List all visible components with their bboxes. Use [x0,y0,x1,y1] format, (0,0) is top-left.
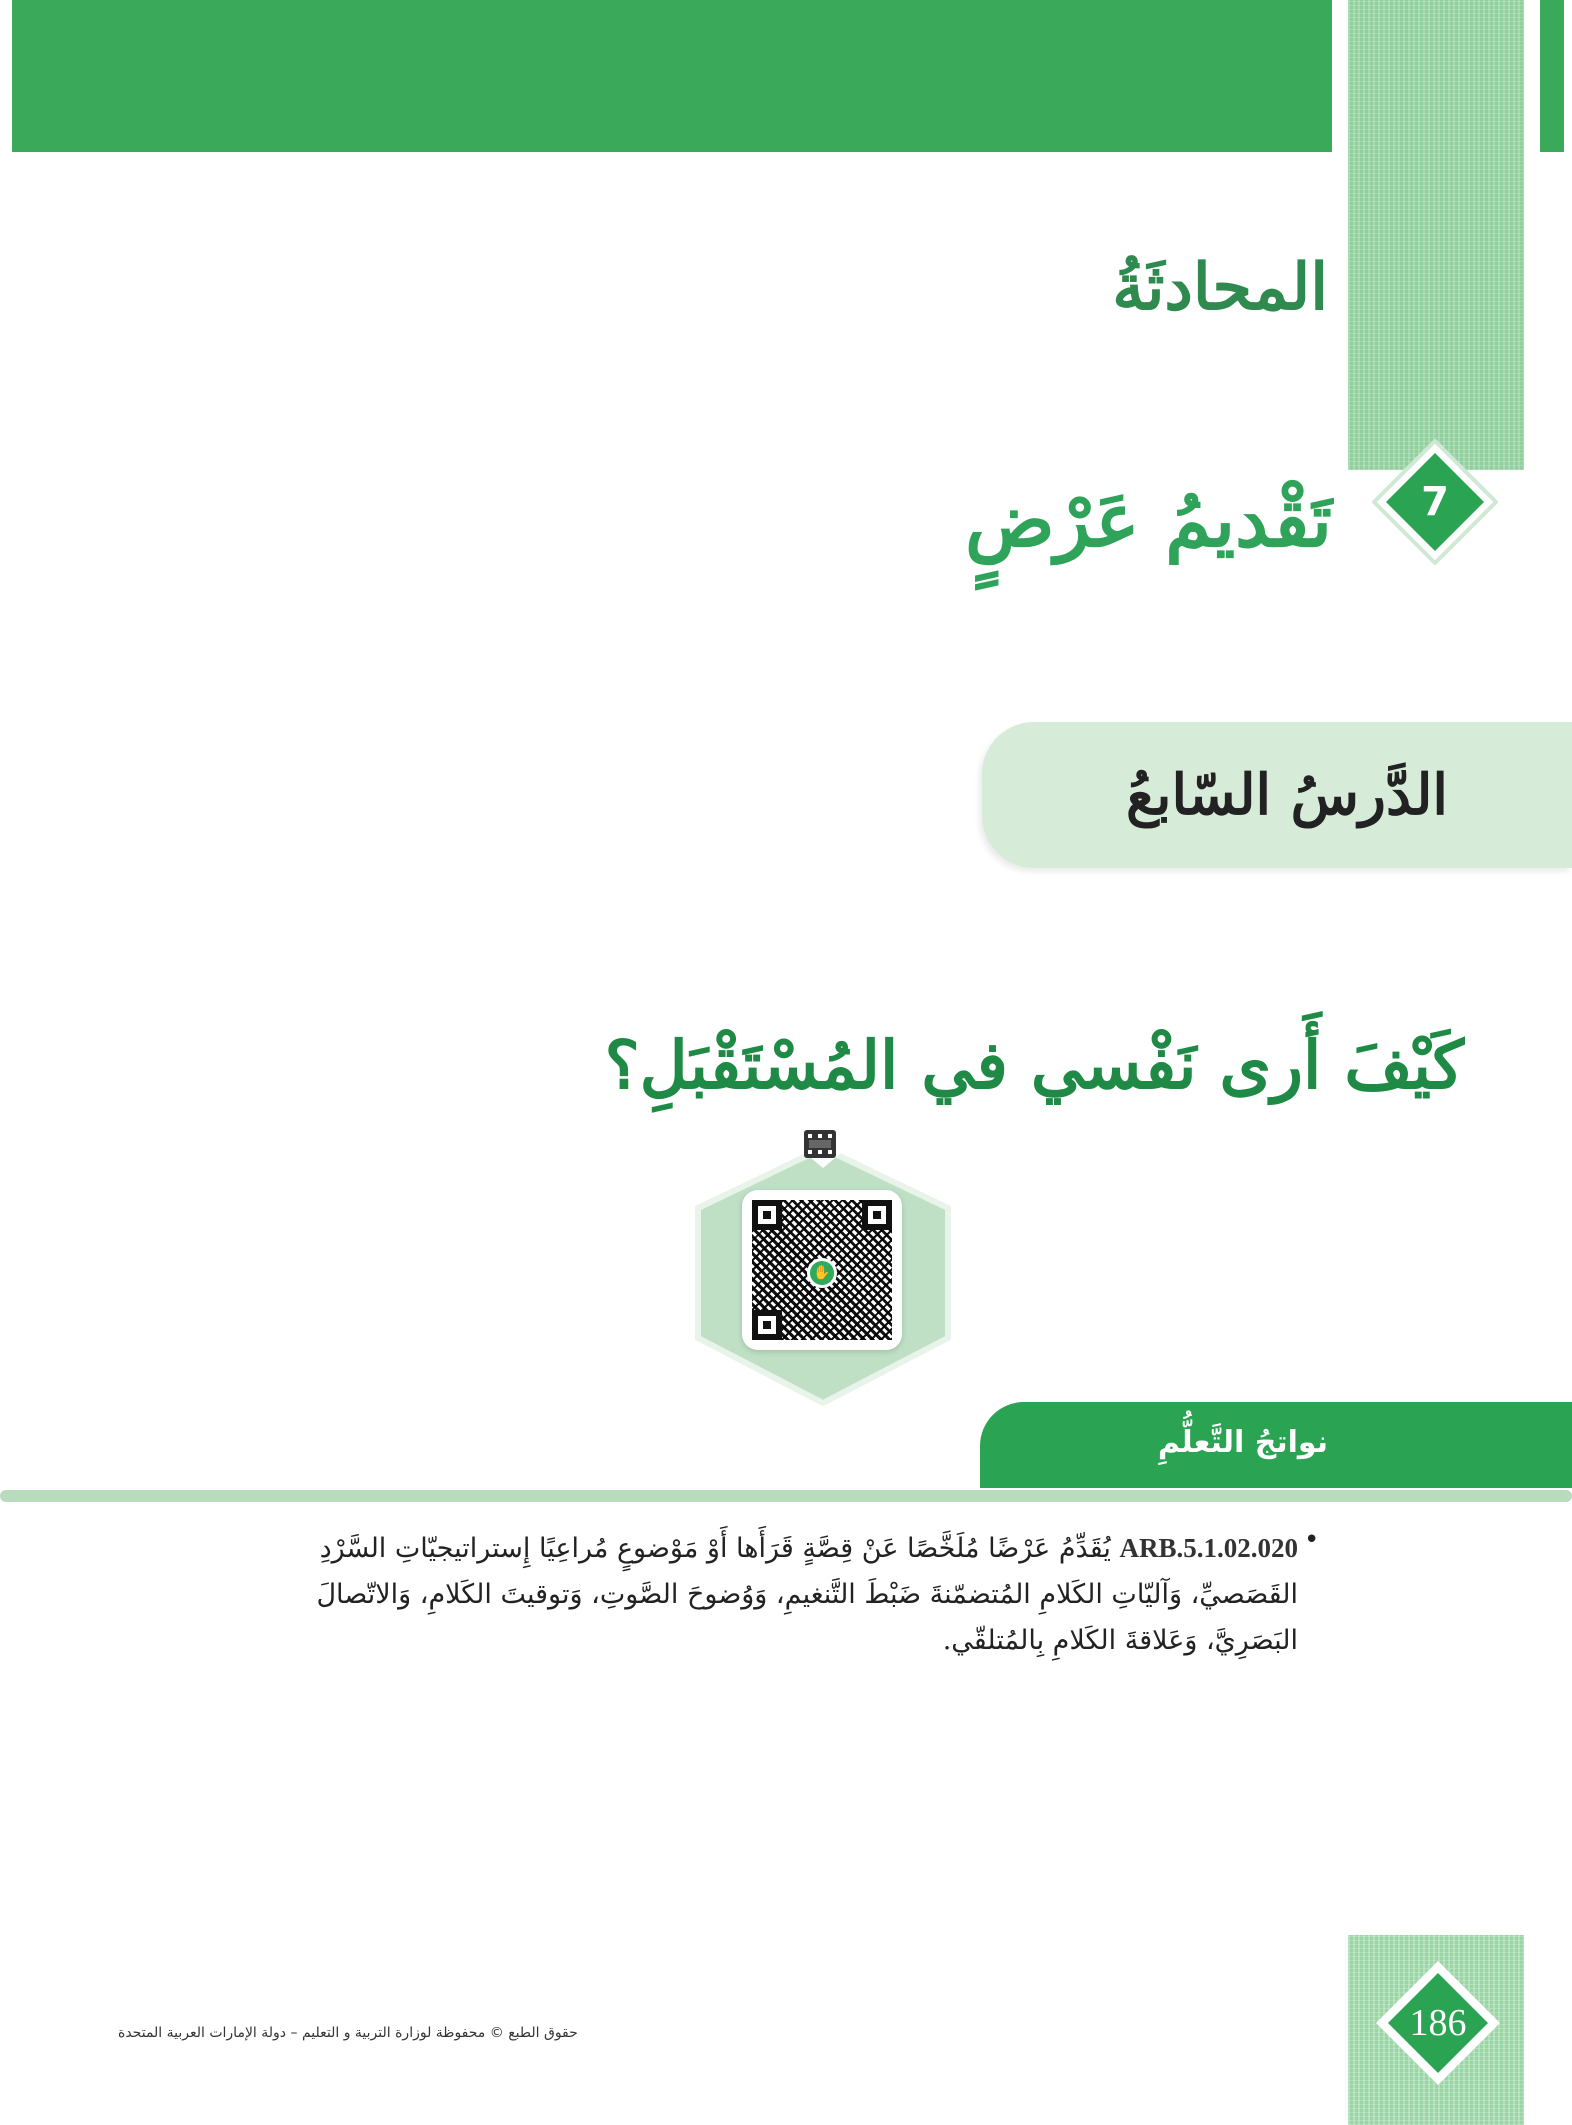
qr-finder-bottom-left [752,1310,782,1340]
page-number: 186 [1409,2002,1467,2044]
section-title: المحادثَةُ [1112,250,1328,325]
top-banner-edge [1540,0,1564,152]
divider [0,1490,1572,1502]
film-icon[interactable] [800,1126,840,1162]
qr-finder-top-right [862,1200,892,1230]
copyright-notice: حقوق الطبع © محفوظة لوزارة التربية و التعليم – دولة الإمارات العربية المتحدة [118,2025,578,2041]
lesson-question: كَيْفَ أَرى نَفْسي في المُسْتَقْبَلِ؟ [604,1026,1464,1104]
lesson-title: تَقْديمُ عَرْضٍ [965,478,1332,564]
qr-logo-icon: ✋ [807,1258,837,1288]
top-banner [12,0,1332,152]
outcomes-title: نواتجُ التَّعلُّمِ [1157,1425,1328,1460]
lesson-label: الدَّرسُ السّابعُ [1126,762,1448,828]
side-texture-strip [1348,0,1524,470]
outcome-item [288,1525,1298,1664]
bullet-icon: • [1304,1525,1320,1555]
qr-finder-top-left [752,1200,782,1230]
outcome-description: يُقَدِّمُ عَرْضًا مُلَخَّصًا عَنْ قِصَّةٍ قَرَأَها أَوْ مَوْضوعٍ مُراعِيًا إِستراتيجيّاتِ السَّرْدِ القَصَصيِّ، وَآليّاتِ الكَلامِ المُتضمّنةَ ضَبْطَ التَّنغيمِ، وَوُضوحَ الصَّوتِ، وَتوقيتَ الكَلامِ، وَالاتّصالَ البَصَرِيَّ، وَعَلاقةَ الكَلامِ بِالمُتلقّي. [316,1533,1298,1656]
lesson-number: 7 [1421,479,1449,525]
outcome-code: ARB.5.1.02.020 [1119,1533,1298,1563]
